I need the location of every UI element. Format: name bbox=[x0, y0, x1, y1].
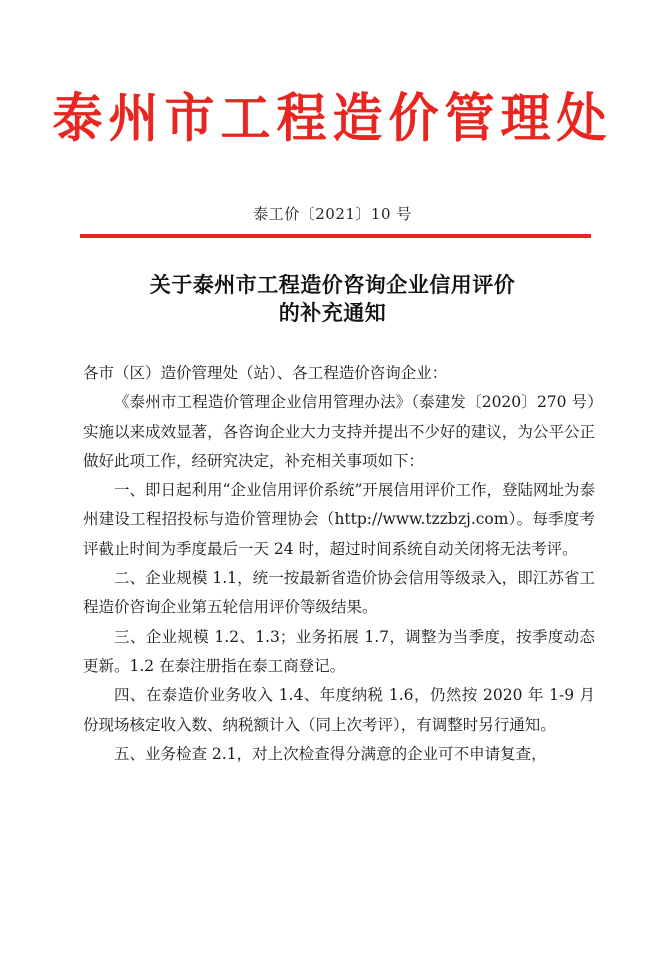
item-paragraph: 三、企业规模 1.2、1.3；业务拓展 1.7，调整为当季度，按季度动态更新。1.2 在泰注册指在泰工商登记。 bbox=[83, 627, 595, 675]
org-masthead: 泰州市工程造价管理处 bbox=[52, 86, 613, 149]
item-paragraph: 一、即日起利用“企业信用评价系统”开展信用评价工作，登陆网址为泰州建设工程招投标与造价管理协会（http://www.tzzbzj.com）。每季度考评截止时间为季度最后一天 24 时，超过时间系统自动关闭将无法考评。 bbox=[83, 481, 595, 558]
item-paragraph: 四、在泰造价业务收入 1.4、年度纳税 1.6，仍然按 2020 年 1-9 月份现场核定收入数、纳税额计入（同上次考评），有调整时另行通知。 bbox=[83, 686, 595, 734]
intro-paragraph: 《泰州市工程造价管理企业信用管理办法》（泰建发〔2020〕270 号）实施以来成效显著，各咨询企业大力支持并提出不少好的建议，为公平公正做好此项工作，经研究决定，补充相关事项如下： bbox=[83, 393, 595, 470]
salutation: 各市（区）造价管理处（站）、各工程造价咨询企业： bbox=[83, 364, 448, 382]
item-paragraph: 五、业务检查 2.1，对上次检查得分满意的企业可不申请复查， bbox=[114, 744, 547, 763]
document-title-line-1: 关于泰州市工程造价咨询企业信用评价 bbox=[149, 272, 516, 297]
document-title-line-2: 的补充通知 bbox=[278, 300, 387, 325]
red-divider-line bbox=[80, 234, 591, 238]
document-body bbox=[83, 359, 595, 769]
document-number: 泰工价〔2021〕10 号 bbox=[253, 205, 412, 223]
item-paragraph: 二、企业规模 1.1，统一按最新省造价协会信用等级录入，即江苏省工程造价咨询企业第五轮信用评价等级结果。 bbox=[83, 569, 595, 617]
